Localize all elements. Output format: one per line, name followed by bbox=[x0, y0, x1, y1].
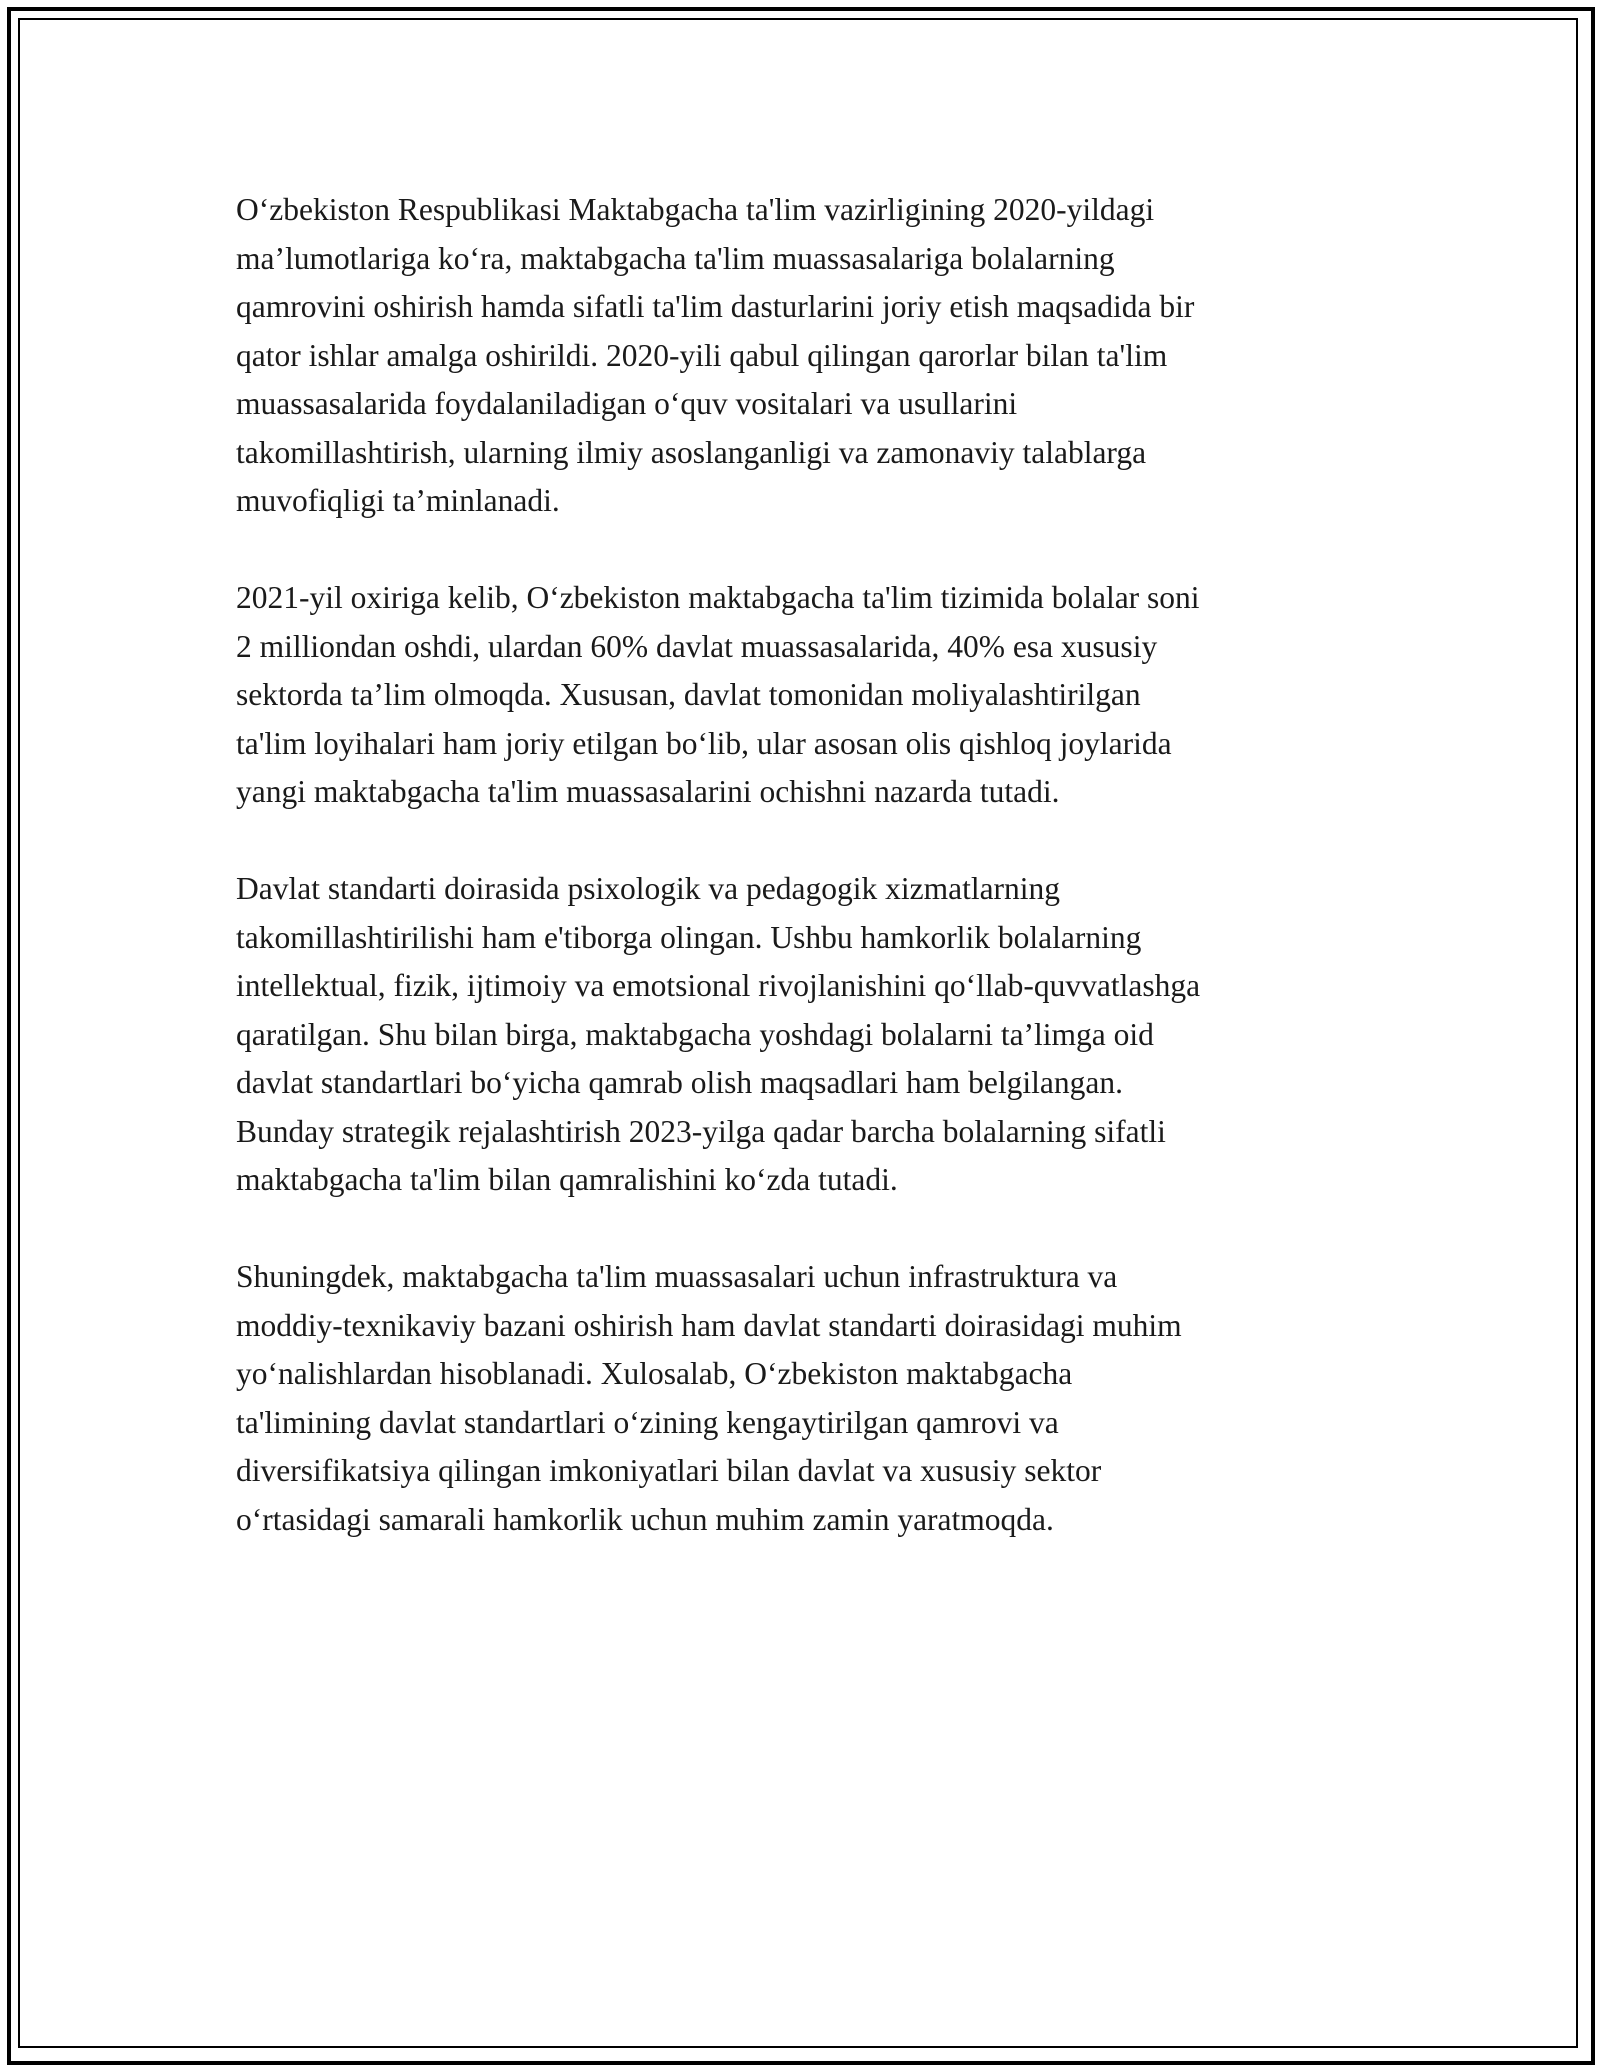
paragraph-3 bbox=[236, 865, 1366, 1205]
text-line: qator ishlar amalga oshirildi. 2020-yili qabul qilingan qarorlar bilan ta'lim bbox=[236, 337, 1168, 373]
text-line: takomillashtirilishi ham e'tiborga olingan. Ushbu hamkorlik bolalarning bbox=[236, 919, 1142, 955]
text-line: maktabgacha ta'lim bilan qamralishini ko‘zda tutadi. bbox=[236, 1162, 898, 1197]
text-line: Shuningdek, maktabgacha ta'lim muassasalari uchun infrastruktura va bbox=[236, 1259, 1118, 1294]
text-line: ta'limining davlat standartlari o‘zining kengaytirilgan qamrovi va bbox=[236, 1404, 1059, 1440]
text-line: Bunday strategik rejalashtirish 2023-yilga qadar barcha bolalarning sifatli bbox=[236, 1113, 1166, 1149]
text-line: yo‘nalishlardan hisoblanadi. Xulosalab, O‘zbekiston maktabgacha bbox=[236, 1356, 1073, 1391]
text-line: Davlat standarti doirasida psixologik va pedagogik xizmatlarning bbox=[236, 871, 1061, 906]
text-line: muvofiqligi ta’minlanadi. bbox=[236, 483, 560, 518]
paragraph-1 bbox=[236, 186, 1366, 526]
document-body bbox=[236, 186, 1366, 1593]
text-line: qamrovini oshirish hamda sifatli ta'lim dasturlarini joriy etish maqsadida bir bbox=[236, 289, 1195, 324]
text-line: o‘rtasidagi samarali hamkorlik uchun muhim zamin yaratmoqda. bbox=[236, 1501, 1054, 1537]
text-line: davlat standartlari bo‘yicha qamrab olish maqsadlari ham belgilangan. bbox=[236, 1065, 1123, 1100]
paragraph-2 bbox=[236, 574, 1366, 817]
text-line: moddiy-texnikaviy bazani oshirish ham davlat standarti doirasidagi muhim bbox=[236, 1307, 1182, 1343]
text-line: 2021-yil oxiriga kelib, O‘zbekiston maktabgacha ta'lim tizimida bolalar soni bbox=[236, 580, 1200, 615]
text-line: sektorda ta’lim olmoqda. Xususan, davlat tomonidan moliyalashtirilgan bbox=[236, 677, 1141, 712]
text-line: takomillashtirish, ularning ilmiy asoslanganligi va zamonaviy talablarga bbox=[236, 434, 1147, 470]
text-line: qaratilgan. Shu bilan birga, maktabgacha yoshdagi bolalarni ta’limga oid bbox=[236, 1016, 1154, 1052]
text-line: yangi maktabgacha ta'lim muassasalarini ochishni nazarda tutadi. bbox=[236, 774, 1060, 809]
paragraph-4 bbox=[236, 1253, 1366, 1544]
text-line: muassasalarida foydalaniladigan o‘quv vositalari va usullarini bbox=[236, 386, 1018, 421]
text-line: 2 milliondan oshdi, ulardan 60% davlat muassasalarida, 40% esa xususiy bbox=[236, 628, 1158, 664]
text-line: intellektual, fizik, ijtimoiy va emotsional rivojlanishini qo‘llab-quvvatlashga bbox=[236, 968, 1201, 1003]
text-line: O‘zbekiston Respublikasi Maktabgacha ta'lim vazirligining 2020-yildagi bbox=[236, 192, 1155, 227]
text-line: diversifikatsiya qilingan imkoniyatlari bilan davlat va xususiy sektor bbox=[236, 1453, 1102, 1488]
text-line: ma’lumotlariga ko‘ra, maktabgacha ta'lim muassasalariga bolalarning bbox=[236, 240, 1115, 276]
text-line: ta'lim loyihalari ham joriy etilgan bo‘lib, ular asosan olis qishloq joylarida bbox=[236, 725, 1172, 761]
